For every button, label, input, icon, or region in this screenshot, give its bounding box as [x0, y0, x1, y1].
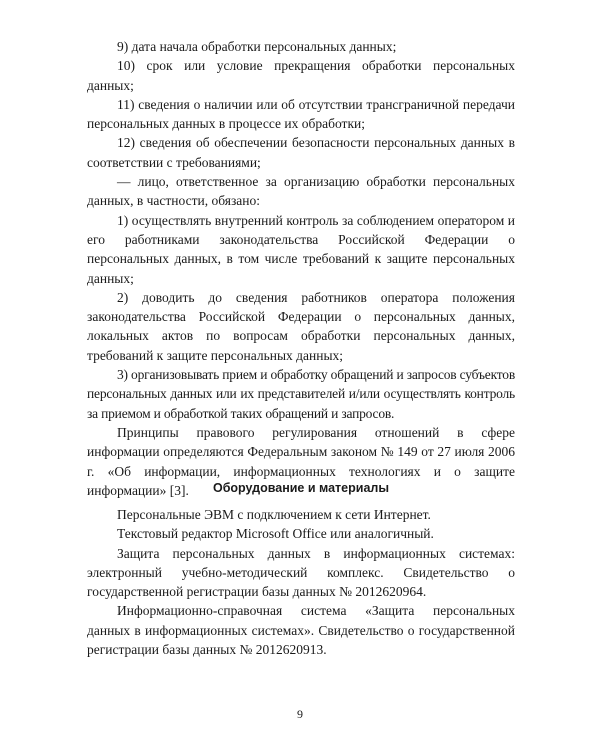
equipment-item-ecomplex: Защита персональных данных в информационных системах: электронный учебно-методический комплекс. Свидетельство о государственной регистрации базы данных № 2012620964. — [87, 545, 515, 600]
paragraph-item-11: 11) сведения о наличии или об отсутствии трансграничной передачи персональных данных в процессе их обработки; — [87, 96, 515, 132]
equipment-item-reference-system: Информационно-справочная система «Защита персональных данных в информационных системах». Свидетельство о государственной регистрации базы данных № 2012620913. — [87, 603, 515, 658]
paragraph-item-9: 9) дата начала обработки персональных данных; — [117, 39, 397, 54]
paragraph-responsible-person: — лицо, ответственное за организацию обработки персональных данных, в частности, обязано: — [87, 174, 515, 209]
equipment-item-editor: Текстовый редактор Microsoft Office или аналогичный. — [117, 526, 434, 542]
paragraph-legal-principles: Принципы правового регулирования отношений в сфере информации определяются Федеральным законом № 149 от 27 июля 2006 г. «Об информации, информационных технологиях и о защите информации» [3]. — [87, 424, 515, 498]
body-text — [87, 37, 515, 500]
page-number: 9 — [297, 707, 303, 721]
paragraph-duty-3: 3) организовывать прием и обработку обращений и запросов субъектов персональных данных или их представителей и/или осуществлять контроль за приемом и обработкой таких обращений и запросов. — [87, 367, 515, 421]
equipment-item-pc: Персональные ЭВМ с подключением к сети Интернет. — [117, 507, 431, 522]
equipment-list — [87, 505, 515, 659]
paragraph-duty-2: 2) доводить до сведения работников оператора положения законодательства Российской Федерации о персональных данных, локальных актов по вопросам обработки персональных данных, требований к защите персональных данных; — [87, 289, 515, 363]
paragraph-duty-1: 1) осуществлять внутренний контроль за соблюдением оператором и его работниками законодательства Российской Федерации о персональных данных, в том числе требований к защите персональных данных; — [87, 212, 515, 286]
section-heading: Оборудование и материалы — [212, 481, 390, 495]
paragraph-item-12: 12) сведения об обеспечении безопасности персональных данных в соответствии с требованиями; — [87, 135, 515, 170]
paragraph-item-10: 10) срок или условие прекращения обработки персональных данных; — [87, 58, 515, 93]
